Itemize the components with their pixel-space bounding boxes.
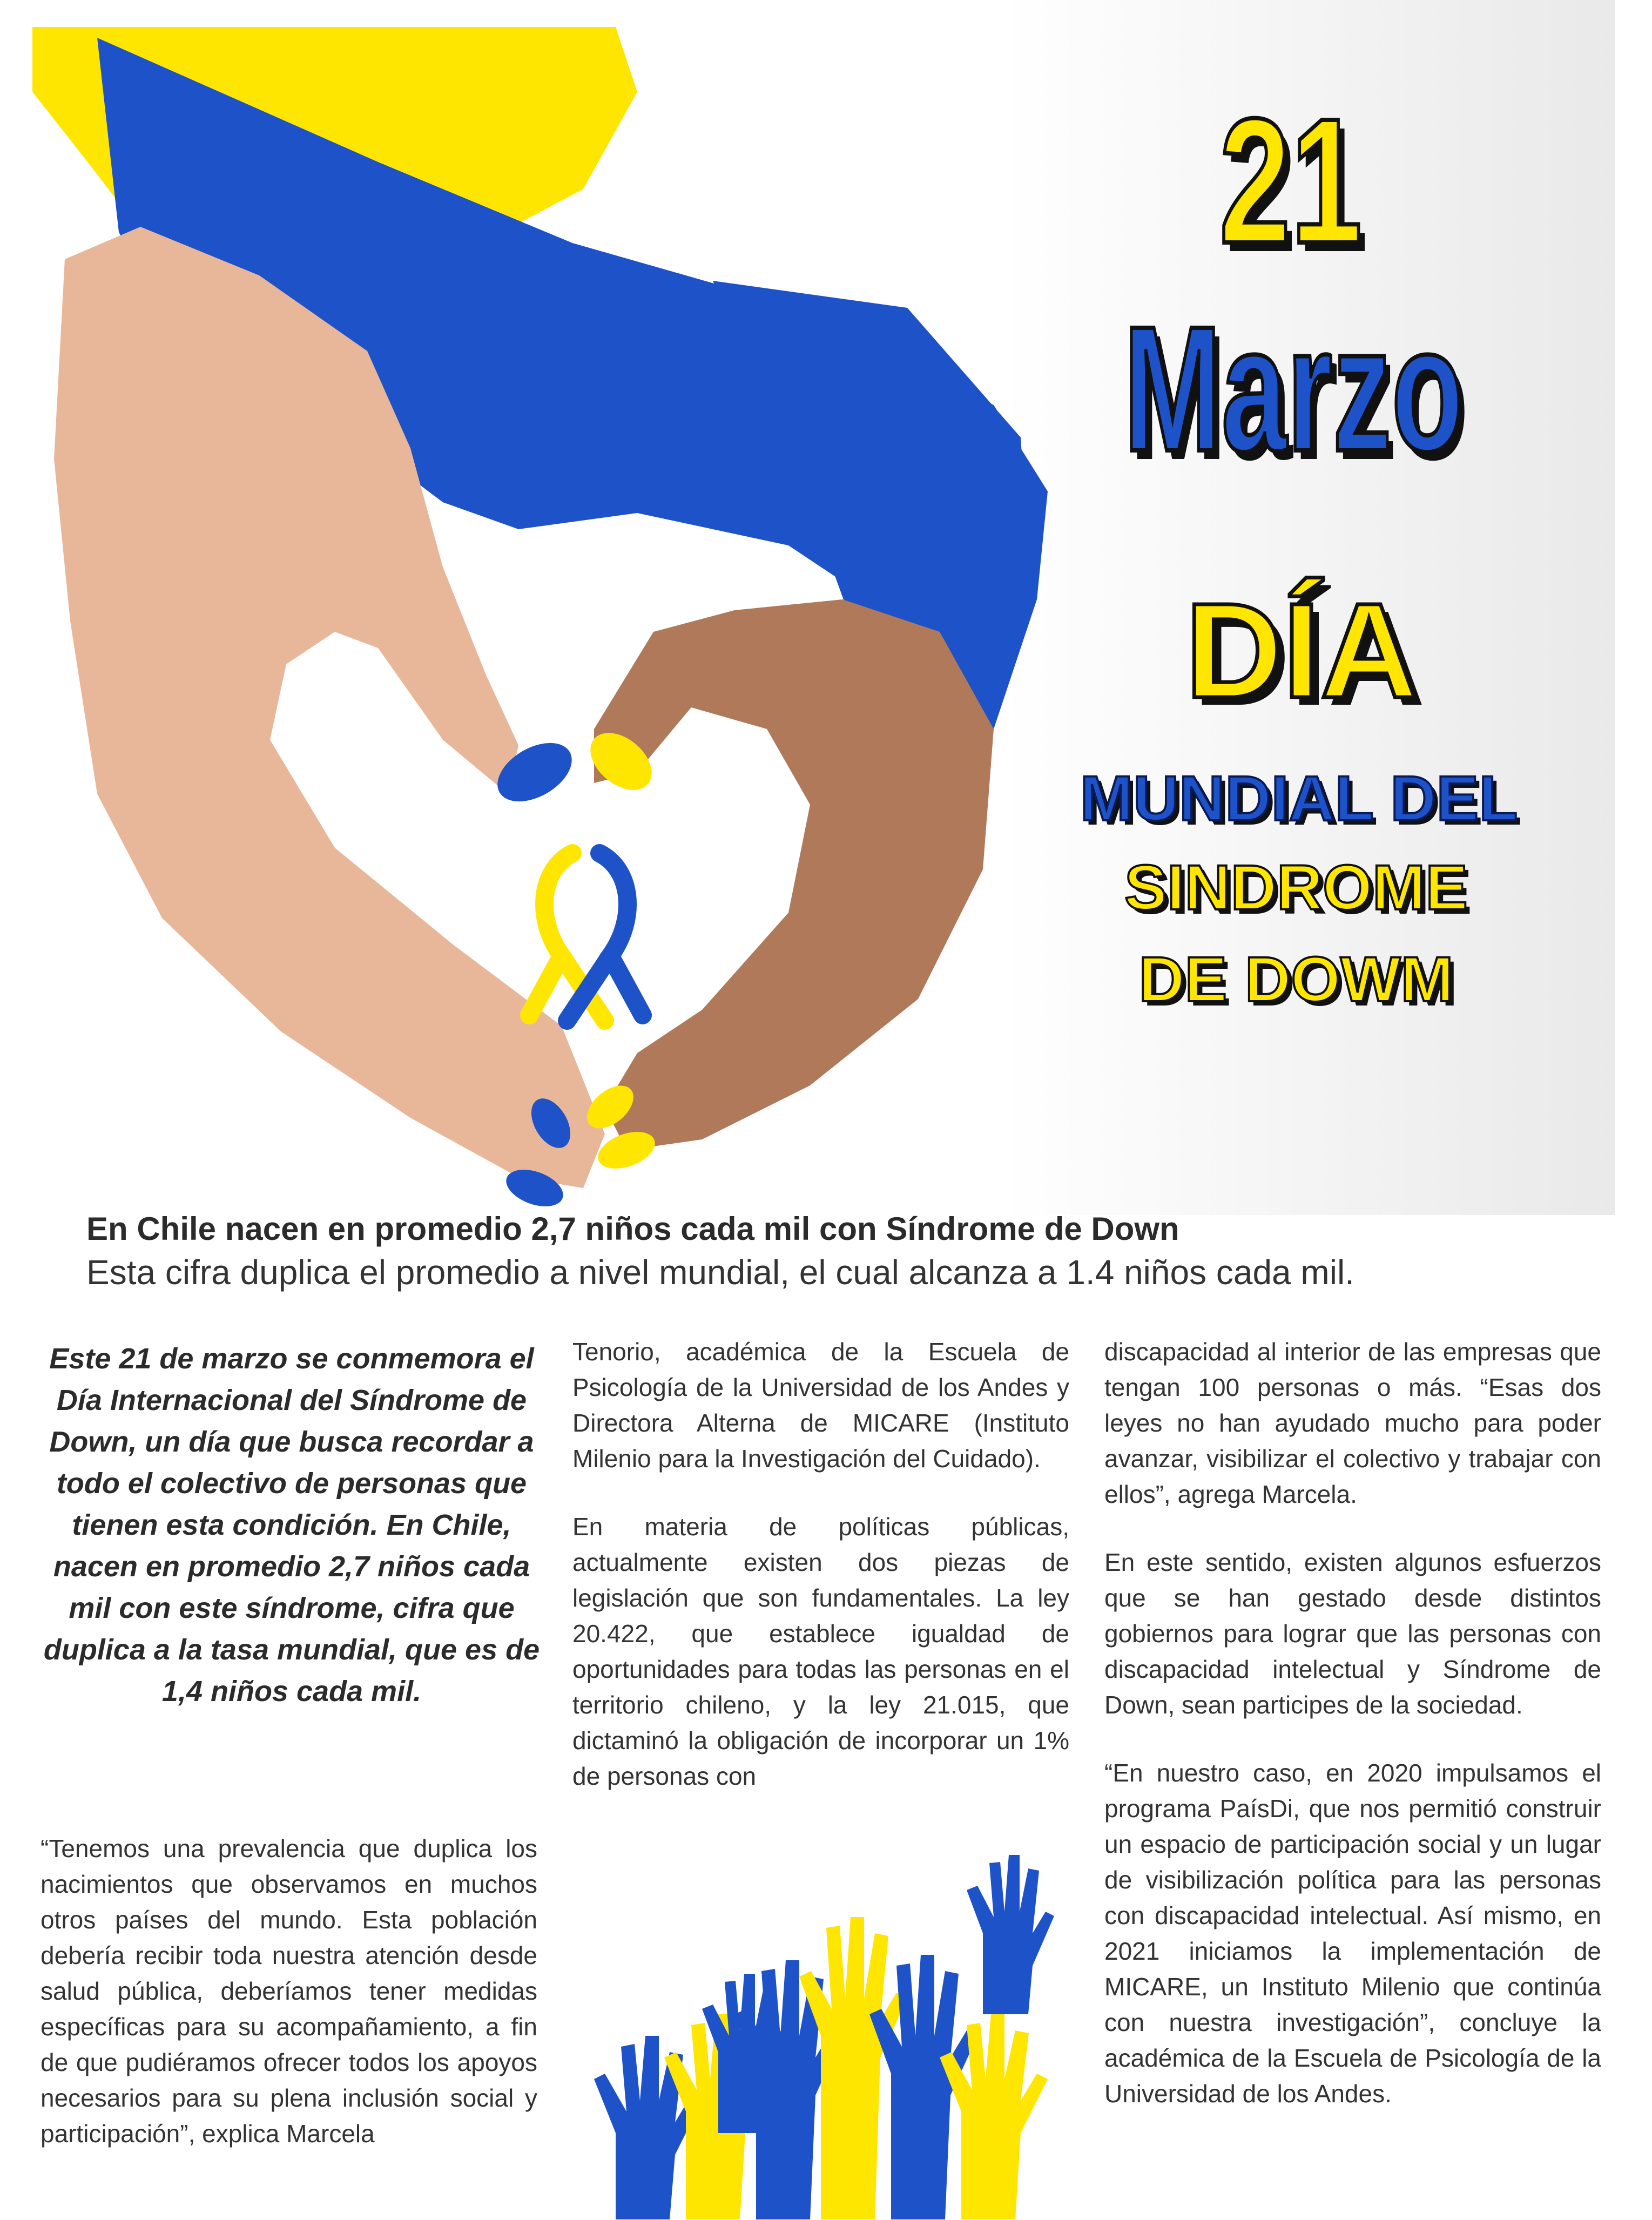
paragraph: En materia de políticas públicas, actualmente existen dos piezas de legislación que son fundamentales. La ley 20.422, que establece igualdad de oportunidades para todas las personas en el territorio chileno, y la ley 21.015, que dictaminó la obligación de incorporar un 1% de personas con	[572, 1513, 1069, 1790]
title-dowm: DE DOWM	[1138, 944, 1454, 1015]
paragraph: “En nuestro caso, en 2020 impulsamos el programa PaísDi, que nos permitió construir un espacio de participación social y un lugar de visibilización política para las personas con discapacidad intelectual. Así mismo, en 2021 iniciamos la implementación de MICARE, un Instituto Milenio que continúa con nuestra investigación”, concluye la académica de la Escuela de Psicología de la Universidad de los Andes.	[1104, 1759, 1601, 2108]
title-dia: DÍA	[1185, 575, 1418, 726]
article-column-3	[1104, 1334, 1601, 2144]
subheadline: Esta cifra duplica el promedio a nivel mundial, el cual alcanza a 1.4 niños cada mil.	[86, 1253, 1354, 1292]
title-day: 21	[1219, 81, 1363, 280]
paragraph: discapacidad al interior de las empresas que tengan 100 personas o más. “Esas dos leyes no han ayudado mucho para poder avanzar, visibilizar el colectivo y trabajar con ellos”, agrega Marcela.	[1104, 1338, 1601, 1508]
dark-hand	[594, 599, 994, 1150]
paragraph: “Tenemos una prevalencia que duplica los nacimientos que observamos en muchos otros países del mundo. Esta población debería recibir toda nuestra atención desde salud pública, deberíamos tener medidas específicas para su acompañamiento, a fin de que pudiéramos ofrecer todos los apoyos necesarios para su plena inclusión social y participación”, explica Marcela	[41, 1834, 537, 2148]
article-column-1	[41, 1831, 537, 2184]
intro-paragraph: Este 21 de marzo se conmemora el Día Internacional del Síndrome de Down, un día que busca recordar a todo el colectivo de personas que tienen esta condición. En Chile, nacen en promedio 2,7 niños cada mil con este síndrome, cifra que duplica a la tasa mundial, que es de 1,4 niños cada mil.	[43, 1342, 540, 1708]
awareness-ribbon-icon	[529, 853, 643, 1021]
hand-icon	[940, 2014, 1048, 2219]
title-sindrome: SINDROME	[1124, 852, 1468, 923]
title-mundial: MUNDIAL DEL	[1080, 763, 1518, 834]
heart-hands-illustration	[32, 27, 1058, 1215]
raised-hands-illustration	[583, 1831, 1069, 2219]
paragraph: Tenorio, académica de la Escuela de Psicología de la Universidad de los Andes y Directora Alterna de MICARE (Instituto Milenio para la Investigación del Cuidado).	[572, 1338, 1069, 1473]
hand-icon	[967, 1855, 1054, 2014]
title-month: Marzo	[1123, 289, 1464, 488]
headline: En Chile nacen en promedio 2,7 niños cada mil con Síndrome de Down	[86, 1211, 1179, 1247]
article-column-2	[572, 1334, 1069, 1826]
paragraph: En este sentido, existen algunos esfuerzos que se han gestado desde distintos gobiernos para lograr que las personas con discapacidad intelectual y Síndrome de Down, sean participes de la sociedad.	[1104, 1548, 1601, 1719]
page-margin	[1615, 0, 1652, 2220]
